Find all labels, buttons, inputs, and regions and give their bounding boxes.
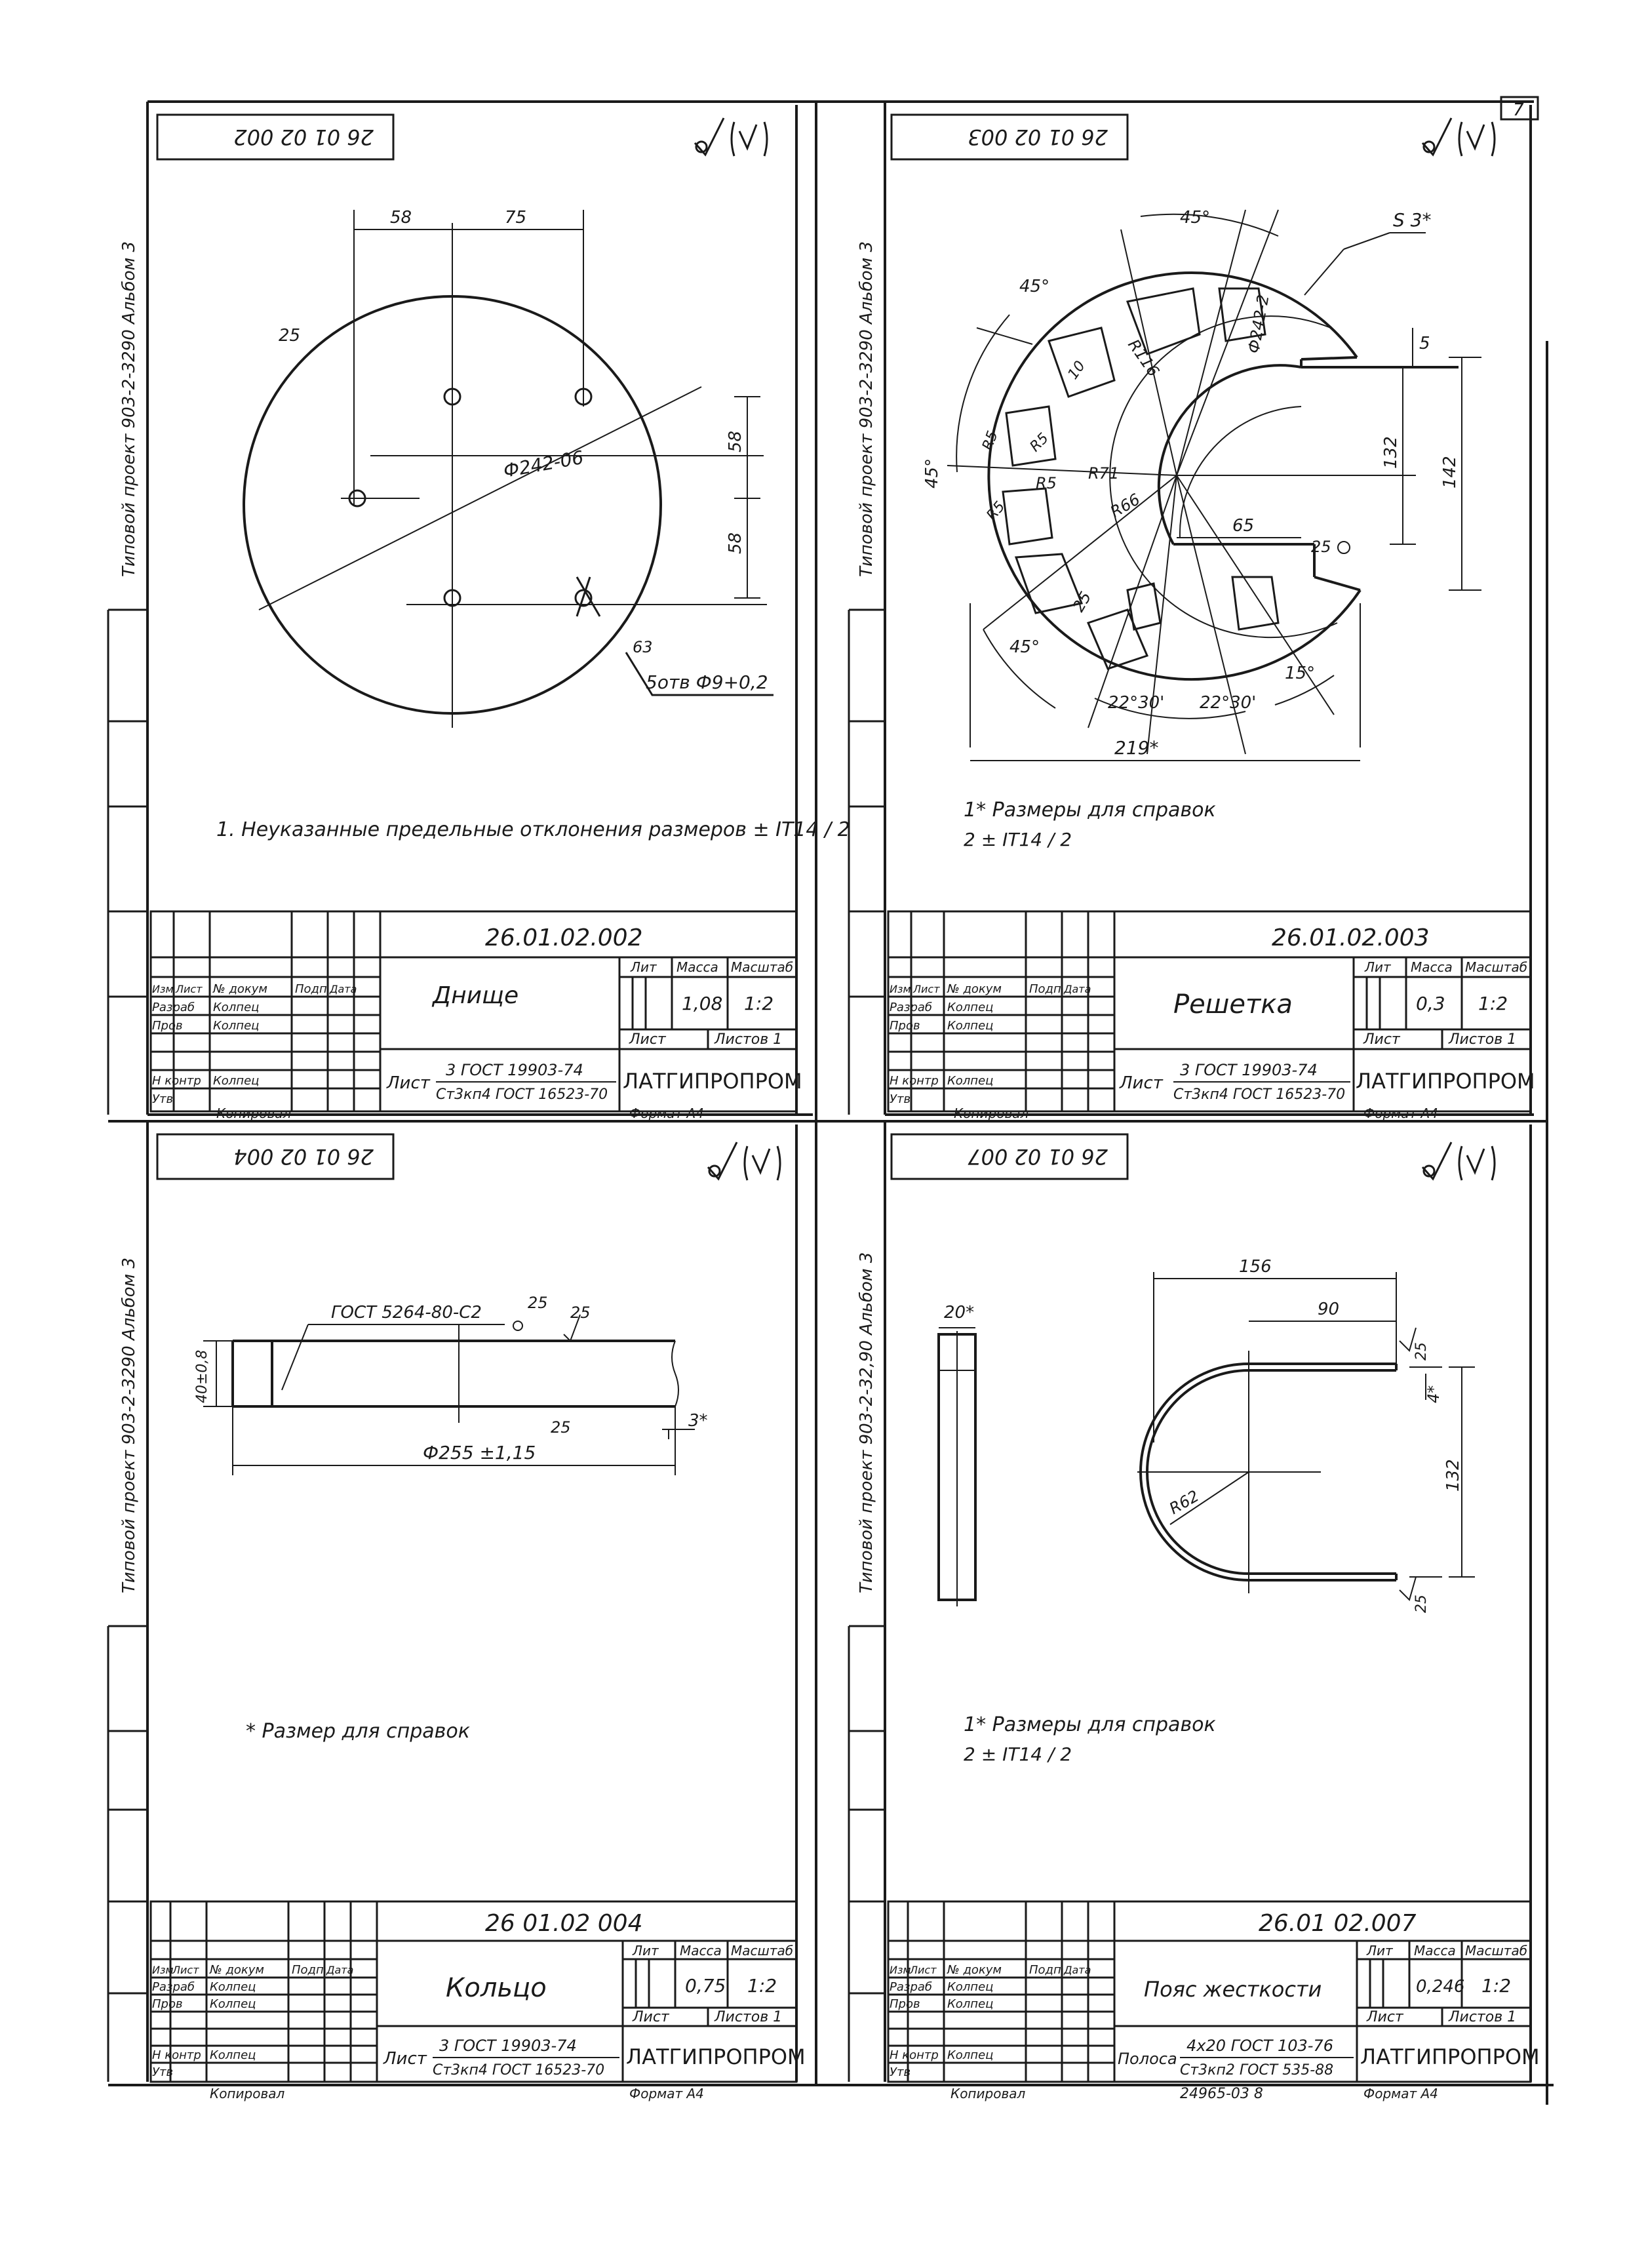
tb-role-sign-002: Подп bbox=[295, 982, 327, 996]
tb-material-bottom-007: Ст3кп2 ГОСТ 535-88 bbox=[1180, 2062, 1334, 2079]
dim-diameter-242-2: Ф242-2 bbox=[1244, 293, 1273, 355]
dim-r71: R71 bbox=[1088, 464, 1120, 483]
side-label-002: Типовой проект 903-2-3290 Альбом 3 bbox=[119, 241, 139, 577]
tb-role-list-007: Лист bbox=[910, 1964, 937, 1976]
tb-row-prov-name-004: Колпец bbox=[210, 1997, 256, 2011]
tb-sheets-002: Листов 1 bbox=[715, 1031, 783, 1048]
note-004: * Размер для справок bbox=[246, 1720, 470, 1743]
side-label-004: Типовой проект 903-2-3290 Альбом 3 bbox=[119, 1257, 139, 1593]
tb-material-label-004: Лист bbox=[383, 2049, 427, 2069]
tb-code-003: 26.01.02.003 bbox=[1272, 925, 1430, 951]
dim-75: 75 bbox=[505, 208, 527, 228]
dim-diameter-242: Ф242-06 bbox=[501, 446, 585, 482]
tb-sheet-007: Лист bbox=[1367, 2009, 1403, 2025]
tb-row-prov-004: Пров bbox=[152, 1997, 183, 2011]
tb-row-nkontr-name-004: Колпец bbox=[210, 2048, 256, 2062]
tb-row-nkontr-name-002: Колпец bbox=[213, 1074, 260, 1088]
tb-row-prov-name-007: Колпец bbox=[947, 1997, 994, 2011]
tb-role-date-004: Дата bbox=[326, 1964, 354, 1976]
tb-material-top-002: 3 ГОСТ 19903-74 bbox=[446, 1061, 583, 1079]
dim-10: 10 bbox=[1065, 358, 1089, 383]
tb-lit-label-003: Лит bbox=[1365, 959, 1391, 975]
roughness-25-003-a: 25 bbox=[1311, 538, 1331, 556]
tb-mass-label-003: Масса bbox=[1411, 959, 1453, 975]
tb-row-utv-007: Утв bbox=[890, 2065, 911, 2079]
tb-row-nkontr-003: Н контр bbox=[890, 1074, 939, 1088]
stamp-003: 26 01 02 003 bbox=[968, 125, 1108, 149]
tb-row-nkontr-name-007: Колпец bbox=[947, 2048, 994, 2062]
roughness-25-002: 25 bbox=[279, 326, 301, 346]
page-number: 7 bbox=[1513, 100, 1524, 120]
dim-20: 20* bbox=[944, 1303, 975, 1323]
grate-outline bbox=[989, 273, 1459, 679]
dim-r62: R62 bbox=[1166, 1486, 1202, 1519]
holes-002 bbox=[349, 389, 774, 695]
page-frame bbox=[108, 102, 1554, 2105]
dim-142: 142 bbox=[1440, 456, 1460, 488]
dim-58-right-1: 58 bbox=[726, 430, 745, 452]
tb-row-razrab-name-003: Колпец bbox=[947, 1001, 994, 1014]
dim-r66: R66 bbox=[1107, 490, 1143, 522]
dim-3: 3* bbox=[688, 1411, 708, 1431]
tb-material-label-003: Лист bbox=[1120, 1073, 1163, 1093]
tb-role-doc-002: № докум bbox=[213, 982, 268, 996]
tb-scale-label-004: Масштаб bbox=[731, 1943, 794, 1959]
tb-code-002: 26.01.02.002 bbox=[485, 925, 643, 951]
note-002: 1. Неуказанные предельные отклонения размеров ± IT14 / 2 bbox=[216, 818, 850, 841]
tb-role-izm-004: Изм bbox=[152, 1964, 174, 1976]
dim-r5-a: R5 bbox=[979, 428, 1002, 453]
sheet-003 bbox=[849, 102, 1535, 1121]
tb-sheet-004: Лист bbox=[633, 2009, 669, 2025]
tb-copied-002: Копировал bbox=[216, 1105, 292, 1121]
bottom-number: 24965-03 8 bbox=[1180, 2086, 1263, 2102]
dim-height-40: 40±0,8 bbox=[194, 1349, 210, 1403]
stamp-002: 26 01 02 002 bbox=[233, 125, 374, 149]
ring-side-view bbox=[233, 1341, 678, 1406]
strip-side-view bbox=[939, 1331, 975, 1606]
tb-row-nkontr-002: Н контр bbox=[152, 1074, 201, 1088]
tb-row-razrab-002: Разраб bbox=[152, 1001, 195, 1014]
roughness-mark-007 bbox=[1422, 1142, 1495, 1180]
stamp-004: 26 01 02 004 bbox=[233, 1144, 374, 1169]
tb-org-002: ЛАТГИПРОПРОМ bbox=[623, 1069, 802, 1094]
tb-row-utv-004: Утв bbox=[152, 2065, 174, 2079]
sheet-002 bbox=[108, 102, 850, 1121]
note-007-2: 2 ± IT14 / 2 bbox=[964, 1743, 1072, 1765]
tb-row-prov-007: Пров bbox=[890, 1997, 920, 2011]
roughness-25-007-b: 25 bbox=[1413, 1595, 1430, 1613]
tb-mass-002: 1,08 bbox=[682, 993, 723, 1014]
tb-row-razrab-004: Разраб bbox=[152, 1980, 195, 1994]
weld-label: ГОСТ 5264-80-С2 bbox=[331, 1303, 482, 1323]
tb-name-004: Кольцо bbox=[446, 1973, 547, 2003]
tb-role-date-007: Дата bbox=[1064, 1964, 1091, 1976]
tb-role-doc-004: № докум bbox=[210, 1963, 265, 1977]
tb-row-utv-003: Утв bbox=[890, 1092, 911, 1106]
tb-role-list-004: Лист bbox=[172, 1964, 199, 1976]
roughness-25-004-b: 25 bbox=[570, 1303, 591, 1322]
tb-mass-003: 0,3 bbox=[1416, 993, 1445, 1014]
tb-scale-label-003: Масштаб bbox=[1465, 959, 1528, 975]
roughness-mark-003 bbox=[1422, 118, 1495, 156]
side-label-003: Типовой проект 903-2-3290 Альбом 3 bbox=[857, 241, 876, 577]
tb-material-label-002: Лист bbox=[387, 1073, 430, 1093]
tb-row-razrab-007: Разраб bbox=[890, 1980, 933, 1994]
tb-row-razrab-name-007: Колпец bbox=[947, 1980, 994, 1994]
dim-diameter-255: Ф255 ±1,15 bbox=[423, 1442, 536, 1463]
dim-45-left: 45° bbox=[922, 458, 942, 488]
dim-r5-c: R5 bbox=[1036, 474, 1057, 492]
tb-row-utv-002: Утв bbox=[152, 1092, 174, 1106]
tb-sheets-004: Листов 1 bbox=[715, 2009, 783, 2025]
tb-role-doc-003: № докум bbox=[947, 982, 1002, 996]
tb-material-label-007: Полоса bbox=[1118, 2050, 1177, 2068]
dim-45-top: 45° bbox=[1180, 208, 1211, 228]
dim-90: 90 bbox=[1318, 1300, 1340, 1319]
note-003-1: 1* Размеры для справок bbox=[964, 799, 1216, 822]
tb-material-top-007: 4x20 ГОСТ 103-76 bbox=[1186, 2037, 1333, 2055]
tb-sheets-007: Листов 1 bbox=[1449, 2009, 1517, 2025]
dim-s3: S 3* bbox=[1393, 209, 1432, 231]
tb-role-doc-007: № докум bbox=[947, 1963, 1002, 1977]
dim-r5-b: R5 bbox=[1027, 429, 1052, 456]
roughness-25-004-a: 25 bbox=[528, 1294, 548, 1312]
tb-role-list-002: Лист bbox=[176, 983, 203, 995]
tb-row-razrab-name-002: Колпец bbox=[213, 1001, 260, 1014]
tb-scale-label-007: Масштаб bbox=[1465, 1943, 1528, 1959]
tb-lit-label-007: Лит bbox=[1367, 1943, 1393, 1959]
note-003-2: 2 ± IT14 / 2 bbox=[964, 829, 1072, 850]
dim-132-007: 132 bbox=[1443, 1459, 1463, 1492]
tb-sheet-003: Лист bbox=[1363, 1031, 1400, 1048]
tb-role-izm-007: Изм bbox=[890, 1964, 911, 1976]
tb-mass-004: 0,75 bbox=[685, 1975, 726, 1997]
tb-row-nkontr-004: Н контр bbox=[152, 2048, 201, 2062]
dim-219: 219* bbox=[1114, 737, 1159, 759]
tb-row-prov-name-002: Колпец bbox=[213, 1019, 260, 1033]
roughness-25-007-a: 25 bbox=[1413, 1342, 1430, 1361]
tb-mass-label-004: Масса bbox=[680, 1943, 722, 1959]
tb-scale-004: 1:2 bbox=[747, 1975, 777, 1997]
dim-15: 15° bbox=[1285, 664, 1316, 683]
dim-r116: R116 bbox=[1124, 336, 1163, 380]
roughness-mark-004 bbox=[708, 1142, 780, 1180]
dim-58-right-2: 58 bbox=[726, 532, 745, 554]
roughness-mark-002 bbox=[695, 118, 767, 156]
tb-org-007: ЛАТГИПРОПРОМ bbox=[1360, 2044, 1540, 2069]
tb-org-004: ЛАТГИПРОПРОМ bbox=[626, 2044, 806, 2069]
dim-45-upper-left: 45° bbox=[1019, 277, 1050, 296]
tb-sheet-002: Лист bbox=[629, 1031, 666, 1048]
tb-material-bottom-002: Ст3кп4 ГОСТ 16523-70 bbox=[436, 1086, 608, 1103]
tb-row-razrab-name-004: Колпец bbox=[210, 1980, 256, 1994]
tb-name-007: Пояс жесткости bbox=[1144, 1977, 1322, 2002]
tb-role-izm-002: Изм bbox=[152, 983, 174, 995]
side-label-007: Типовой проект 903-2-32,90 Альбом 3 bbox=[857, 1252, 876, 1593]
tb-name-003: Решетка bbox=[1173, 989, 1293, 1020]
tb-format-007: Формат А4 bbox=[1363, 2086, 1438, 2101]
tb-row-nkontr-007: Н контр bbox=[890, 2048, 939, 2062]
tb-mass-007: 0,246 bbox=[1416, 1977, 1465, 1997]
tb-role-list-003: Лист bbox=[913, 983, 940, 995]
tb-row-prov-002: Пров bbox=[152, 1019, 183, 1033]
tb-role-sign-007: Подп bbox=[1029, 1963, 1061, 1977]
tb-role-izm-003: Изм bbox=[890, 983, 911, 995]
tb-code-007: 26.01 02.007 bbox=[1259, 1910, 1417, 1937]
dim-63: 63 bbox=[633, 638, 653, 656]
tb-mass-label-002: Масса bbox=[676, 959, 718, 975]
dim-58-top: 58 bbox=[390, 208, 412, 228]
tb-scale-003: 1:2 bbox=[1478, 993, 1508, 1014]
dim-4: 4* bbox=[1424, 1385, 1443, 1403]
tb-format-004: Формат А4 bbox=[629, 2086, 704, 2101]
tb-code-004: 26 01.02 004 bbox=[485, 1910, 643, 1937]
roughness-25-004-c: 25 bbox=[551, 1418, 571, 1437]
tb-role-date-003: Дата bbox=[1064, 983, 1091, 995]
tb-lit-label-004: Лит bbox=[633, 1943, 659, 1959]
tb-copied-004: Копировал bbox=[210, 2086, 285, 2101]
tb-row-prov-003: Пров bbox=[890, 1019, 920, 1033]
tb-copied-003: Копировал bbox=[954, 1105, 1029, 1121]
dim-132: 132 bbox=[1381, 436, 1401, 469]
dim-22-30-b: 22°30' bbox=[1200, 693, 1257, 713]
dim-5: 5 bbox=[1419, 334, 1430, 353]
tb-material-bottom-004: Ст3кп4 ГОСТ 16523-70 bbox=[433, 2062, 605, 2079]
tb-copied-007: Копировал bbox=[950, 2086, 1026, 2101]
tb-scale-007: 1:2 bbox=[1481, 1975, 1512, 1997]
sheet-004 bbox=[108, 1121, 806, 2101]
tb-format-002: Формат А4 bbox=[629, 1105, 704, 1121]
tb-row-razrab-003: Разраб bbox=[890, 1001, 933, 1014]
tb-format-003: Формат А4 bbox=[1363, 1105, 1438, 1121]
dim-22-30-a: 22°30' bbox=[1108, 693, 1165, 713]
tb-lit-label-002: Лит bbox=[631, 959, 657, 975]
sheet-007 bbox=[849, 1121, 1540, 2102]
note-007-1: 1* Размеры для справок bbox=[964, 1713, 1216, 1736]
tb-role-sign-004: Подп bbox=[292, 1963, 324, 1977]
tb-scale-002: 1:2 bbox=[744, 993, 774, 1014]
tb-scale-label-002: Масштаб bbox=[731, 959, 794, 975]
tb-role-sign-003: Подп bbox=[1029, 982, 1061, 996]
tb-row-nkontr-name-003: Колпец bbox=[947, 1074, 994, 1088]
tb-mass-label-007: Масса bbox=[1414, 1943, 1456, 1959]
holes-label: 5отв Ф9+0,2 bbox=[646, 671, 768, 693]
tb-org-003: ЛАТГИПРОПРОМ bbox=[1356, 1069, 1535, 1094]
tb-role-date-002: Дата bbox=[330, 983, 357, 995]
stamp-007: 26 01 02 007 bbox=[968, 1144, 1108, 1169]
tb-material-top-003: 3 ГОСТ 19903-74 bbox=[1180, 1061, 1318, 1079]
dim-45-lower-left: 45° bbox=[1009, 637, 1040, 657]
tb-sheets-003: Листов 1 bbox=[1449, 1031, 1517, 1048]
dim-65: 65 bbox=[1232, 516, 1255, 536]
tb-name-002: Днище bbox=[433, 982, 519, 1009]
tb-material-top-004: 3 ГОСТ 19903-74 bbox=[439, 2037, 577, 2055]
tb-row-prov-name-003: Колпец bbox=[947, 1019, 994, 1033]
roughness-25-003-b: 25 bbox=[1068, 588, 1095, 615]
tb-material-bottom-003: Ст3кп4 ГОСТ 16523-70 bbox=[1173, 1086, 1346, 1103]
dim-156: 156 bbox=[1239, 1257, 1272, 1277]
dim-r5-d: R5 bbox=[983, 498, 1009, 524]
